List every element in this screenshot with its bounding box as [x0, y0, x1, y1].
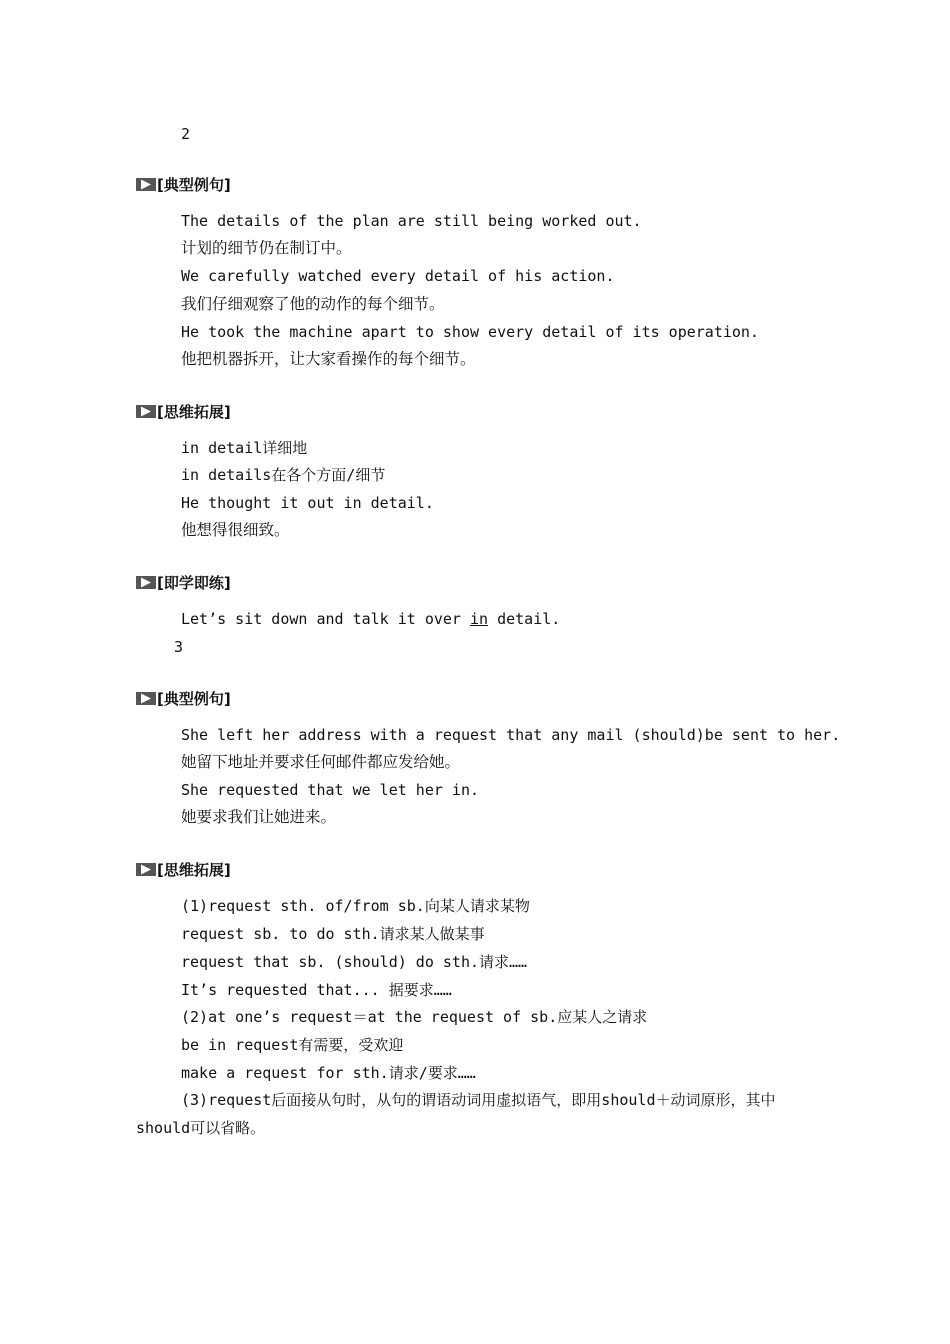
section-heading-extension [136, 859, 231, 879]
example-translation: 计划的细节仍在制订中。 [181, 239, 352, 257]
phrase-item: in details在各个方面/细节 [181, 466, 386, 484]
play-marker-icon [136, 863, 156, 876]
example-translation: 他把机器拆开，让大家看操作的每个细节。 [181, 350, 476, 368]
phrase-item: It’s requested that... 据要求…… [181, 981, 452, 999]
example-translation: 她要求我们让她进来。 [181, 808, 337, 826]
example-sentence: He took the machine apart to show every detail of its operation. [181, 323, 759, 341]
section-heading-examples [136, 174, 231, 194]
example-translation: 我们仔细观察了他的动作的每个细节。 [181, 295, 445, 313]
phrase-item: make a request for sth.请求/要求…… [181, 1064, 476, 1082]
page-number: 2 [181, 125, 191, 143]
section-heading-practice [136, 572, 231, 592]
example-translation: 她留下地址并要求任何邮件都应发给她。 [181, 753, 461, 771]
heading-label: [即学即练] [157, 573, 231, 592]
heading-label: [典型例句] [157, 175, 231, 194]
play-marker-icon [136, 405, 156, 418]
play-marker-icon [136, 576, 156, 589]
page-number: 3 [174, 638, 184, 656]
phrase-item: request that sb. (should) do sth.请求…… [181, 953, 528, 971]
section-heading-examples [136, 688, 231, 708]
grammar-note: (3)request后面接从句时，从句的谓语动词用虚拟语气，即用should＋动词原形，其中should可以省略。 [136, 1091, 776, 1137]
practice-answer: in [469, 610, 489, 628]
phrase-item: be in request有需要，受欢迎 [181, 1036, 404, 1054]
practice-sentence [181, 609, 560, 629]
example-sentence: She requested that we let her in. [181, 781, 480, 799]
practice-text-before: Let’s sit down and talk it over [181, 610, 470, 628]
phrase-item: in detail详细地 [181, 439, 308, 457]
example-sentence: She left her address with a request that any mail (should)be sent to her. [181, 726, 841, 744]
play-marker-icon [136, 692, 156, 705]
practice-text-after: detail. [488, 610, 561, 628]
heading-label: [思维拓展] [157, 860, 231, 879]
phrase-item: (2)at one’s request＝at the request of sb.应某人之请求 [181, 1008, 648, 1026]
play-marker-icon [136, 178, 156, 191]
example-sentence: We carefully watched every detail of his action. [181, 267, 615, 285]
example-sentence: The details of the plan are still being worked out. [181, 212, 642, 230]
example-sentence: He thought it out in detail. [181, 494, 434, 512]
example-translation: 他想得很细致。 [181, 521, 290, 539]
section-heading-extension [136, 401, 231, 421]
heading-label: [思维拓展] [157, 402, 231, 421]
heading-label: [典型例句] [157, 689, 231, 708]
phrase-item: request sb. to do sth.请求某人做某事 [181, 925, 485, 943]
phrase-item: (1)request sth. of/from sb.向某人请求某物 [181, 897, 530, 915]
